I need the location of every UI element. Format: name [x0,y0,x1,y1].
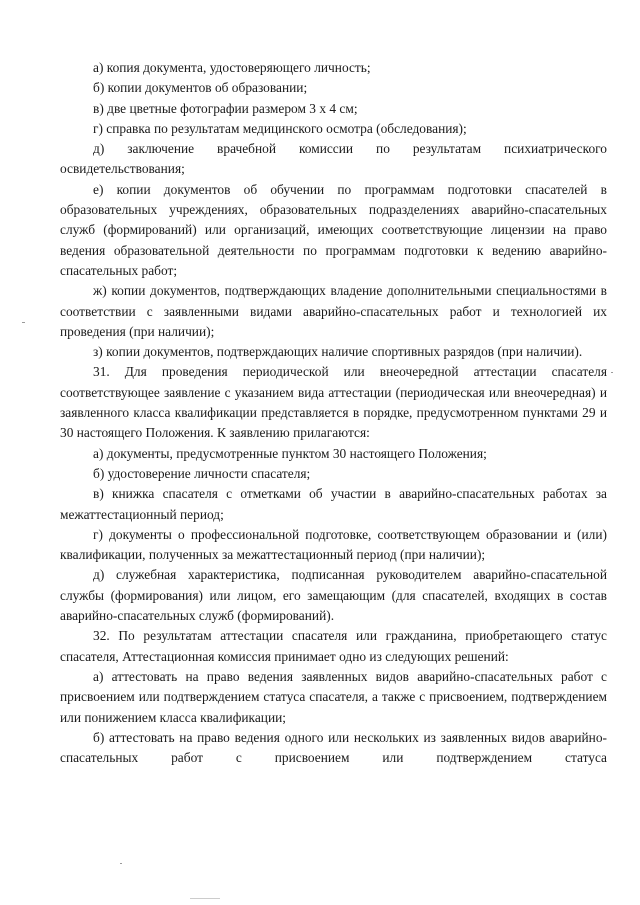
clause-31-item-a: а) документы, предусмотренные пунктом 30 настоящего Положения; [93,445,487,461]
list-item-d-psychiatric-conclusion: д) заключение врачебной комиссии по результатам психиатрического освидетельствования; [60,141,607,177]
list-item-a-identity-document: а) копия документа, удостоверяющего личность; [93,60,371,75]
list-item-zh-additional-specialties: ж) копии документов, подтверждающих владение дополнительными специальностями в соответствии с заявленными видами аварийно-спасательных работ и технологией их проведения (при наличии); [60,283,607,339]
scan-artifact-bottom-left [120,863,122,864]
clause-31-item-d: д) служебная характеристика, подписанная руководителем аварийно-спасательной службы (формирования) или лицом, его замещающим (для спасателей, входящих в состав аварийно-спасательных служб (формирований). [60,567,607,624]
clause-32-item-b: б) аттестовать на право ведения одного или нескольких из заявленных видов аварийно-спасательных работ с присвоением или подтверждением статуса [60,729,607,766]
list-item-e-training-documents: е) копии документов об обучении по программам подготовки спасателей в образовательных учреждениях, образовательных подразделениях аварийно-спасательных служб (формирований) или организаций, имеющих соответствующие лицензии на право ведения образовательной деятельности по программам подготовки к ведению аварийно-спасательных работ; [60,181,607,278]
list-item-b-education-documents: б) копии документов об образовании; [93,80,308,96]
clause-31-item-v: в) книжка спасателя с отметками об участии в аварийно-спасательных работах за межаттестационный период; [60,486,607,522]
list-item-g-medical-certificate: г) справка по результатам медицинского осмотра (обследования); [93,120,467,136]
scan-artifact-right [611,372,613,373]
clause-31-item-g: г) документы о профессиональной подготовке, соответствующем образовании и (или) квалификации, полученных за межаттестационный период (при наличии); [60,526,607,563]
scan-artifact-bottom-center [190,898,220,899]
clause-32: 32. По результатам аттестации спасателя или гражданина, приобретающего статус спасателя, Аттестационная комиссия принимает одно из следующих решений: [60,628,607,664]
clause-32-item-a: а) аттестовать на право ведения заявленных видов аварийно-спасательных работ с присвоением или подтверждением статуса спасателя, а также с присвоением, подтверждением или понижением класса квалификации; [60,668,607,725]
list-item-z-sports-ranks: з) копии документов, подтверждающих наличие спортивных разрядов (при наличии). [93,344,583,360]
list-item-v-photographs: в) две цветные фотографии размером 3 х 4 см; [93,100,358,116]
clause-31-item-b: б) удостоверение личности спасателя; [93,465,311,481]
scan-artifact-left [22,322,25,323]
clause-31: 31. Для проведения периодической или внеочередной аттестации спасателя соответствующее заявление с указанием вида аттестации (периодическая или внеочередная) и заявленного класса квалификации представляется в порядке, предусмотренном пунктами 29 и 30 настоящего Положения. К заявлению прилагаются: [60,364,607,441]
